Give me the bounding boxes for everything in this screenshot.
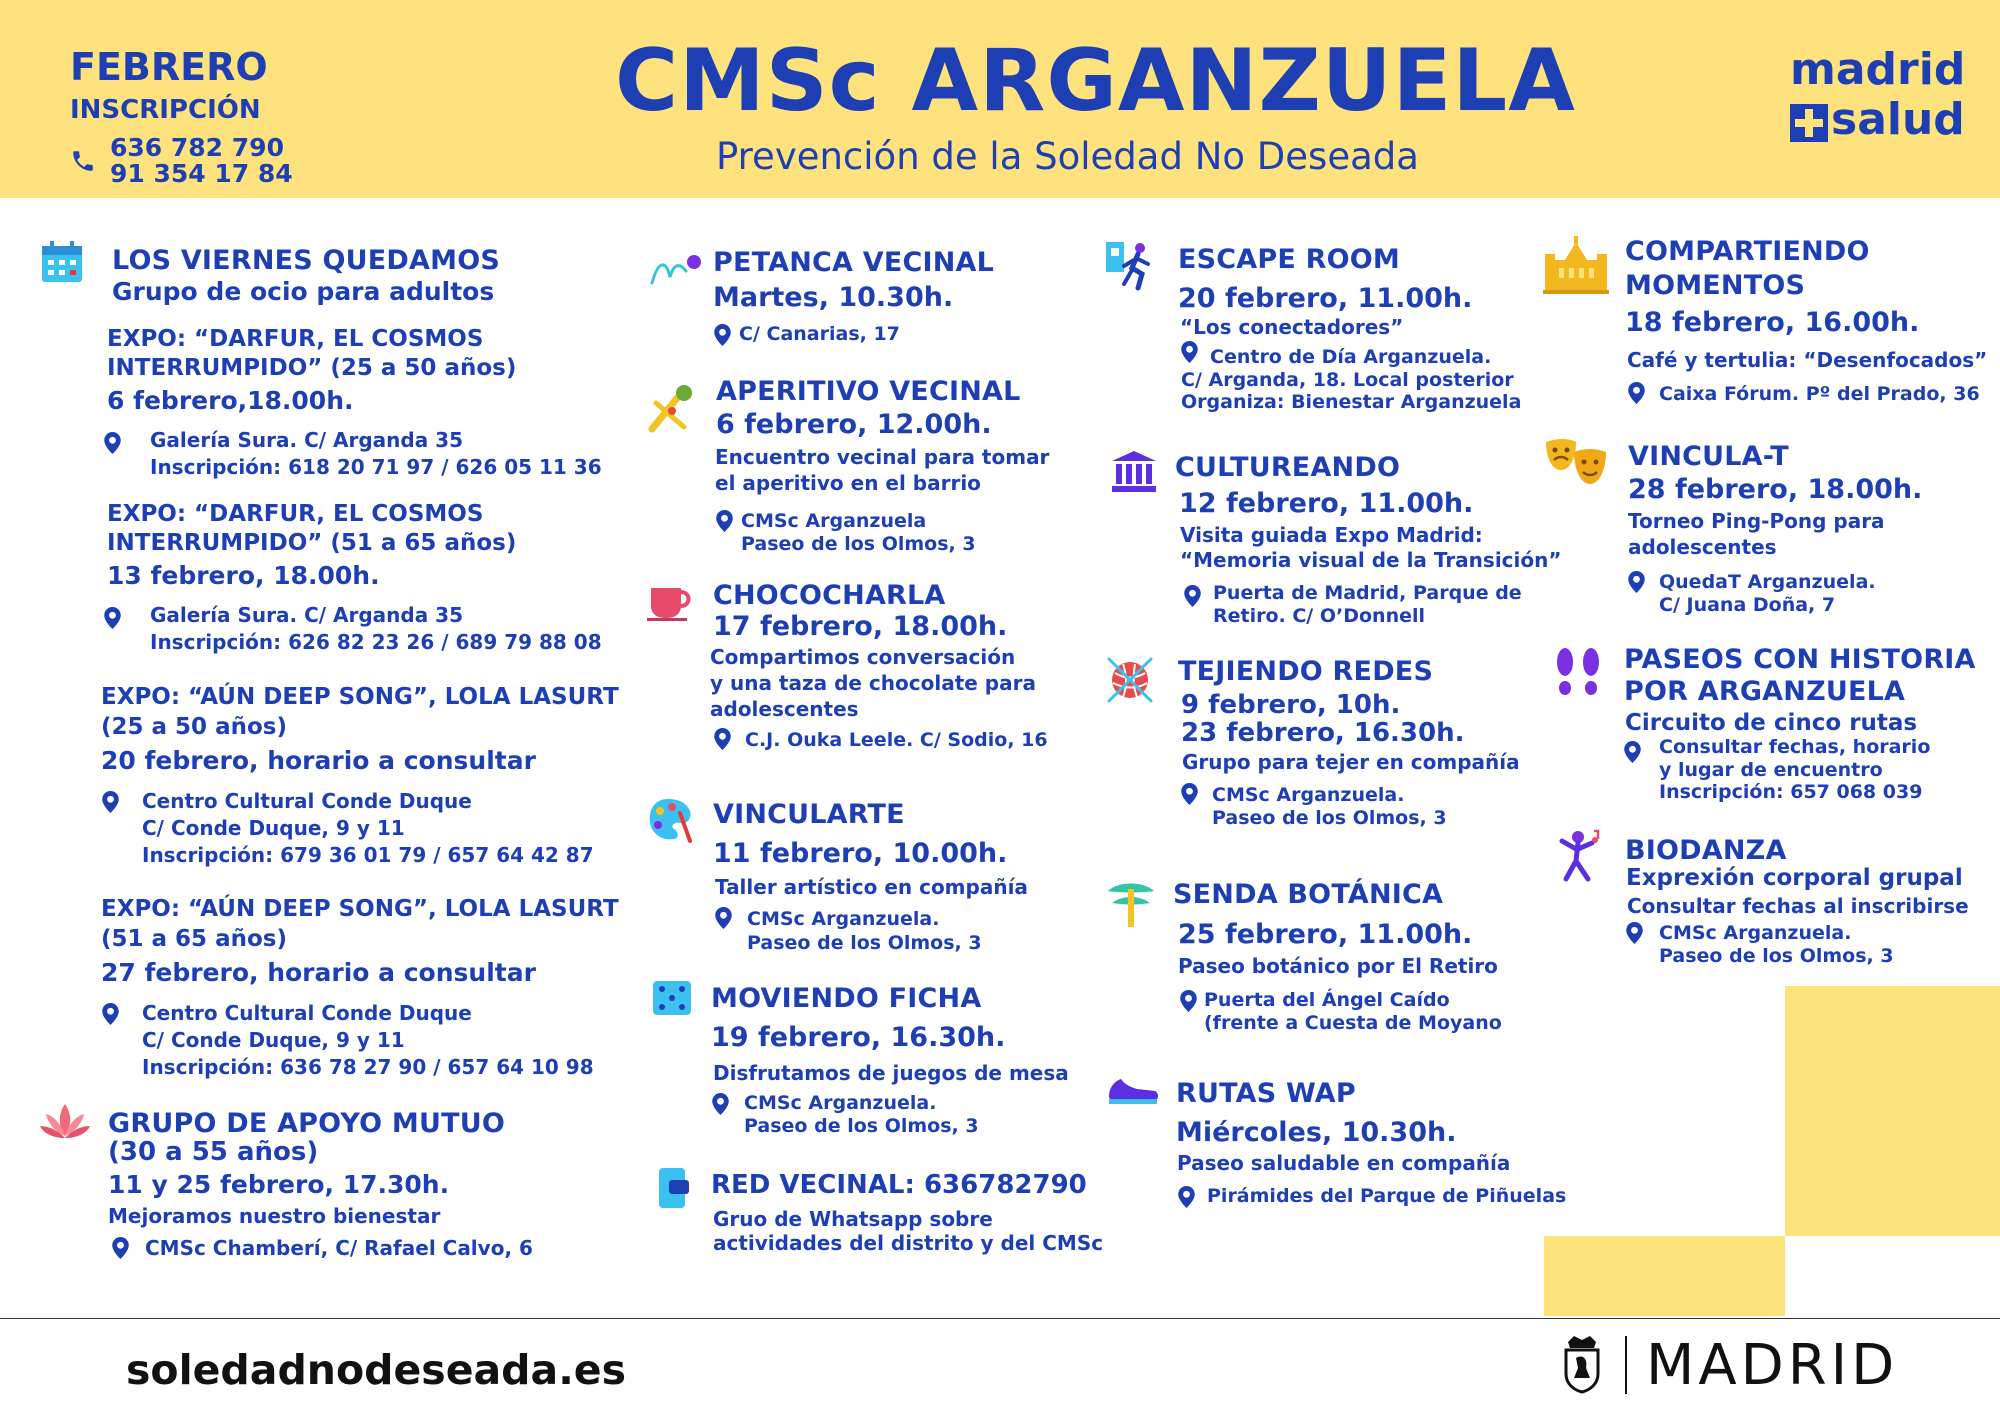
location-pin-icon bbox=[1178, 1186, 1195, 1208]
cultureando-title: CULTUREANDO bbox=[1175, 452, 1401, 483]
website-link[interactable]: soledadnodeseada.es bbox=[126, 1346, 626, 1394]
vincularte-venue: CMSc Arganzuela. bbox=[747, 908, 940, 930]
tejiendo-redes-title: TEJIENDO REDES bbox=[1178, 656, 1434, 687]
compartiendo-title1: COMPARTIENDO bbox=[1625, 236, 1870, 267]
paseos-signup: Inscripción: 657 068 039 bbox=[1659, 781, 1923, 803]
location-pin-icon bbox=[1626, 922, 1643, 944]
location-pin-icon bbox=[1184, 585, 1201, 607]
vincularte-title: VINCULARTE bbox=[713, 799, 905, 830]
senda-botanica-desc: Paseo botánico por El Retiro bbox=[1178, 954, 1498, 978]
compartiendo-desc: Café y tertulia: “Desenfocados” bbox=[1627, 348, 1988, 372]
dancer-icon bbox=[1558, 829, 1604, 883]
chococharla-desc1: Compartimos conversación bbox=[710, 645, 1016, 669]
apoyo-date: 11 y 25 febrero, 17.30h. bbox=[108, 1170, 450, 1199]
theater-masks-icon bbox=[1544, 436, 1610, 488]
expo3-address: C/ Conde Duque, 9 y 11 bbox=[142, 816, 405, 840]
petanca-address: C/ Canarias, 17 bbox=[739, 323, 900, 345]
expo4-signup: Inscripción: 636 78 27 90 / 657 64 10 98 bbox=[142, 1055, 594, 1079]
expo3-line2: (25 a 50 años) bbox=[101, 714, 287, 740]
yarn-ball-icon bbox=[1105, 655, 1155, 705]
expo4-date: 27 febrero, horario a consultar bbox=[101, 958, 536, 987]
madrid-wordmark: MADRID bbox=[1646, 1333, 1899, 1398]
location-pin-icon bbox=[1628, 382, 1645, 404]
red-vecinal-title: RED VECINAL: 636782790 bbox=[711, 1170, 1087, 1200]
biodanza-venue: CMSc Arganzuela. bbox=[1659, 922, 1852, 944]
phone-number-2[interactable]: 91 354 17 84 bbox=[110, 159, 293, 188]
tejiendo-redes-date1: 9 febrero, 10h. bbox=[1181, 690, 1401, 720]
vincula-t-address: C/ Juana Doña, 7 bbox=[1659, 594, 1836, 616]
sneaker-icon bbox=[1107, 1075, 1159, 1105]
rutas-wap-address: Pirámides del Parque de Piñuelas bbox=[1207, 1185, 1567, 1207]
month-label: FEBRERO bbox=[70, 45, 268, 89]
expo2-signup: Inscripción: 626 82 23 26 / 689 79 88 08 bbox=[150, 630, 602, 654]
footer-divider bbox=[0, 1318, 2000, 1319]
expo4-line1: EXPO: “AÚN DEEP SONG”, LOLA LASURT bbox=[101, 896, 619, 922]
expo4-address: C/ Conde Duque, 9 y 11 bbox=[142, 1028, 405, 1052]
madrid-coat-of-arms-icon bbox=[1562, 1334, 1602, 1394]
vincula-t-desc1: Torneo Ping-Pong para bbox=[1628, 509, 1885, 533]
location-pin-icon bbox=[712, 1093, 729, 1115]
location-pin-icon bbox=[716, 510, 733, 532]
page-subtitle: Prevención de la Soledad No Deseada bbox=[716, 135, 1419, 178]
museum-icon bbox=[1110, 449, 1158, 493]
brand-madrid: madrid bbox=[1790, 44, 1966, 95]
location-pin-icon bbox=[102, 1003, 119, 1025]
biodanza-desc: Consultar fechas al inscribirse bbox=[1627, 894, 1969, 918]
escape-room-sub: “Los conectadores” bbox=[1180, 315, 1404, 339]
expo1-line2: INTERRUMPIDO” (25 a 50 años) bbox=[107, 355, 517, 381]
dice-icon bbox=[652, 980, 692, 1016]
location-pin-icon bbox=[1180, 990, 1197, 1012]
expo1-signup: Inscripción: 618 20 71 97 / 626 05 11 36 bbox=[150, 455, 602, 479]
location-pin-icon bbox=[1181, 341, 1198, 363]
biodanza-address: Paseo de los Olmos, 3 bbox=[1659, 945, 1894, 967]
rutas-wap-date: Miércoles, 10.30h. bbox=[1176, 1117, 1457, 1148]
expo4-line2: (51 a 65 años) bbox=[101, 926, 287, 952]
aperitivo-date: 6 febrero, 12.00h. bbox=[716, 409, 992, 440]
expo4-venue: Centro Cultural Conde Duque bbox=[142, 1001, 472, 1025]
cultureando-desc1: Visita guiada Expo Madrid: bbox=[1180, 523, 1483, 547]
vincula-t-date: 28 febrero, 18.00h. bbox=[1628, 474, 1923, 505]
expo3-signup: Inscripción: 679 36 01 79 / 657 64 42 87 bbox=[142, 843, 594, 867]
location-pin-icon bbox=[112, 1237, 129, 1259]
location-pin-icon bbox=[1628, 571, 1645, 593]
expo3-venue: Centro Cultural Conde Duque bbox=[142, 789, 472, 813]
expo2-line2: INTERRUMPIDO” (51 a 65 años) bbox=[107, 530, 517, 556]
senda-botanica-title: SENDA BOTÁNICA bbox=[1173, 879, 1444, 910]
aperitivo-desc2: el aperitivo en el barrio bbox=[715, 471, 981, 495]
cultureando-desc2: “Memoria visual de la Transición” bbox=[1180, 548, 1562, 572]
apoyo-title: GRUPO DE APOYO MUTUO bbox=[108, 1108, 505, 1139]
expo1-date: 6 febrero,18.00h. bbox=[107, 386, 354, 415]
expo2-address: Galería Sura. C/ Arganda 35 bbox=[150, 603, 464, 627]
apoyo-age: (30 a 55 años) bbox=[108, 1137, 319, 1167]
decor-block-top bbox=[1785, 986, 2000, 1236]
aperitivo-address: Paseo de los Olmos, 3 bbox=[741, 533, 976, 555]
cultureando-address1: Puerta de Madrid, Parque de bbox=[1213, 582, 1522, 604]
tejiendo-redes-address: Paseo de los Olmos, 3 bbox=[1212, 807, 1447, 829]
aperitivo-venue: CMSc Arganzuela bbox=[741, 510, 927, 532]
chococharla-title: CHOCOCHARLA bbox=[713, 580, 946, 611]
tejiendo-redes-date2: 23 febrero, 16.30h. bbox=[1181, 718, 1465, 748]
palette-icon bbox=[646, 797, 694, 843]
compartiendo-title2: MOMENTOS bbox=[1625, 270, 1806, 301]
vincula-t-title: VINCULA-T bbox=[1628, 441, 1789, 472]
red-vecinal-desc2: actividades del distrito y del CMSc bbox=[713, 1231, 1104, 1255]
tejiendo-redes-venue: CMSc Arganzuela. bbox=[1212, 784, 1405, 806]
moviendo-ficha-venue: CMSc Arganzuela. bbox=[744, 1092, 937, 1114]
aperitivo-title: APERITIVO VECINAL bbox=[716, 376, 1021, 407]
senda-botanica-date: 25 febrero, 11.00h. bbox=[1178, 919, 1473, 950]
expo3-line1: EXPO: “AÚN DEEP SONG”, LOLA LASURT bbox=[101, 684, 619, 710]
location-pin-icon bbox=[1624, 741, 1641, 763]
expo2-date: 13 febrero, 18.00h. bbox=[107, 561, 380, 590]
moviendo-ficha-date: 19 febrero, 16.30h. bbox=[711, 1022, 1006, 1053]
calendar-icon bbox=[40, 240, 84, 284]
biodanza-sub: Exprexión corporal grupal bbox=[1626, 865, 1963, 891]
paseos-title2: POR ARGANZUELA bbox=[1624, 676, 1906, 707]
phone-number-1[interactable]: 636 782 790 bbox=[110, 133, 284, 162]
escape-room-organizer: Organiza: Bienestar Arganzuela bbox=[1181, 391, 1522, 413]
vincularte-desc: Taller artístico en compañía bbox=[715, 875, 1028, 899]
moviendo-ficha-address: Paseo de los Olmos, 3 bbox=[744, 1115, 979, 1137]
location-pin-icon bbox=[104, 432, 121, 454]
petanca-ball-icon bbox=[648, 253, 706, 289]
chococharla-desc3: adolescentes bbox=[710, 697, 859, 721]
viernes-subtitle: Grupo de ocio para adultos bbox=[112, 277, 495, 306]
aperitivo-desc1: Encuentro vecinal para tomar bbox=[715, 445, 1050, 469]
footprints-icon bbox=[1553, 646, 1603, 698]
paseos-desc1: Consultar fechas, horario bbox=[1659, 736, 1931, 758]
cultureando-date: 12 febrero, 11.00h. bbox=[1179, 488, 1474, 519]
senda-botanica-address1: Puerta del Ángel Caído bbox=[1204, 989, 1450, 1011]
brand-salud: salud bbox=[1831, 94, 1965, 145]
red-vecinal-desc1: Gruo de Whatsapp sobre bbox=[713, 1207, 993, 1231]
tejiendo-redes-desc: Grupo para tejer en compañía bbox=[1182, 750, 1520, 774]
moviendo-ficha-desc: Disfrutamos de juegos de mesa bbox=[713, 1061, 1069, 1085]
vincularte-date: 11 febrero, 10.00h. bbox=[713, 838, 1008, 869]
apoyo-desc: Mejoramos nuestro bienestar bbox=[108, 1204, 441, 1228]
escape-room-title: ESCAPE ROOM bbox=[1178, 244, 1400, 275]
petanca-date: Martes, 10.30h. bbox=[713, 282, 954, 313]
compartiendo-address: Caixa Fórum. Pº del Prado, 36 bbox=[1659, 383, 1980, 405]
lotus-icon bbox=[38, 1100, 92, 1144]
vincula-t-desc2: adolescentes bbox=[1628, 535, 1777, 559]
phone-chat-icon bbox=[657, 1166, 691, 1212]
petanca-title: PETANCA VECINAL bbox=[713, 247, 995, 278]
cultureando-address2: Retiro. C/ O’Donnell bbox=[1213, 605, 1426, 627]
escape-room-date: 20 febrero, 11.00h. bbox=[1178, 283, 1473, 314]
vincula-t-venue: QuedaT Arganzuela. bbox=[1659, 571, 1876, 593]
location-pin-icon bbox=[104, 607, 121, 629]
phone-icon bbox=[70, 147, 96, 175]
location-pin-icon bbox=[102, 791, 119, 813]
vincularte-address: Paseo de los Olmos, 3 bbox=[747, 932, 982, 954]
expo2-line1: EXPO: “DARFUR, EL COSMOS bbox=[107, 501, 484, 527]
escape-room-venue: Centro de Día Arganzuela. bbox=[1210, 346, 1492, 368]
expo1-address: Galería Sura. C/ Arganda 35 bbox=[150, 428, 464, 452]
chococharla-desc2: y una taza de chocolate para bbox=[710, 671, 1036, 695]
paseos-title1: PASEOS CON HISTORIA bbox=[1624, 644, 1976, 675]
escape-room-address: C/ Arganda, 18. Local posterior bbox=[1181, 369, 1514, 391]
paseos-desc2: y lugar de encuentro bbox=[1659, 759, 1883, 781]
health-cross-icon bbox=[1790, 104, 1828, 142]
rutas-wap-desc: Paseo saludable en compañía bbox=[1177, 1151, 1511, 1175]
location-pin-icon bbox=[1181, 783, 1198, 805]
expo1-line1: EXPO: “DARFUR, EL COSMOS bbox=[107, 326, 484, 352]
expo3-date: 20 febrero, horario a consultar bbox=[101, 746, 536, 775]
biodanza-title: BIODANZA bbox=[1625, 835, 1787, 866]
tree-icon bbox=[1106, 879, 1156, 929]
page-title: CMSc ARGANZUELA bbox=[615, 31, 1576, 131]
decor-block-bottom bbox=[1544, 1236, 1785, 1316]
location-pin-icon bbox=[715, 907, 732, 929]
rutas-wap-title: RUTAS WAP bbox=[1176, 1078, 1356, 1109]
footer-logo-divider bbox=[1625, 1336, 1627, 1394]
cup-icon bbox=[647, 582, 697, 622]
viernes-title: LOS VIERNES QUEDAMOS bbox=[112, 245, 500, 276]
escape-runner-icon bbox=[1104, 240, 1158, 292]
location-pin-icon bbox=[714, 324, 731, 346]
aperitivo-icon bbox=[648, 383, 698, 435]
apoyo-address: CMSc Chamberí, C/ Rafael Calvo, 6 bbox=[145, 1236, 533, 1260]
chococharla-address: C.J. Ouka Leele. C/ Sodio, 16 bbox=[745, 729, 1048, 751]
location-pin-icon bbox=[714, 728, 731, 750]
moviendo-ficha-title: MOVIENDO FICHA bbox=[711, 983, 982, 1014]
chococharla-date: 17 febrero, 18.00h. bbox=[713, 611, 1008, 642]
signup-label: INSCRIPCIÓN bbox=[70, 95, 261, 125]
paseos-sub: Circuito de cinco rutas bbox=[1625, 710, 1918, 736]
senda-botanica-address2: (frente a Cuesta de Moyano bbox=[1204, 1012, 1502, 1034]
compartiendo-date: 18 febrero, 16.00h. bbox=[1625, 307, 1920, 338]
palace-icon bbox=[1543, 236, 1609, 294]
